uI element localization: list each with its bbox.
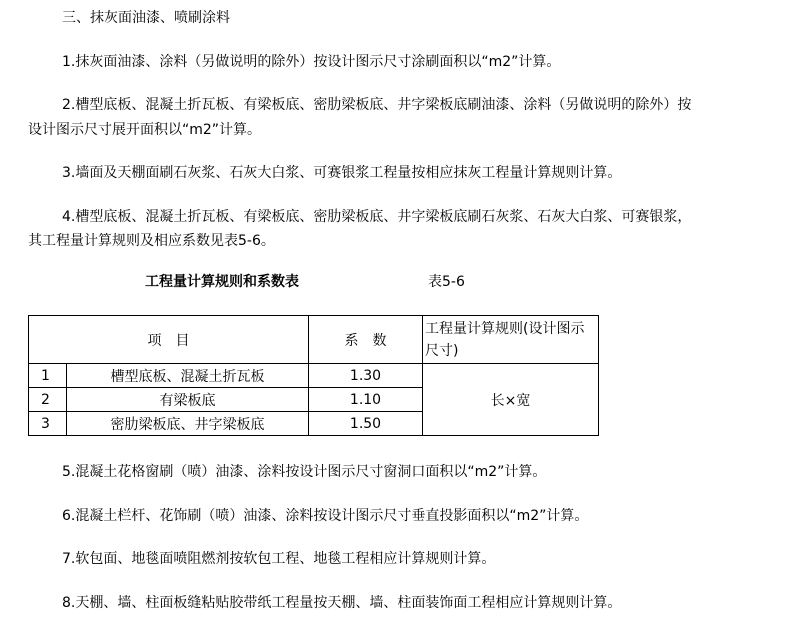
row-coefficient: 1.10 (309, 388, 423, 412)
rule-value: 长×宽 (423, 364, 599, 436)
paragraph-1: 1.抹灰面油漆、涂料（另做说明的除外）按设计图示尺寸涂刷面积以“m2”计算。 (62, 54, 561, 70)
table-number: 表5-6 (428, 274, 465, 290)
paragraph-4-line-1: 4.槽型底板、混凝土折瓦板、有梁板底、密肋梁板底、井字梁板底刷石灰浆、石灰大白浆、可赛银浆， (62, 209, 692, 225)
paragraph-5: 5.混凝土花格窗刷（喷）油漆、涂料按设计图示尺寸窗洞口面积以“m2”计算。 (62, 464, 547, 480)
table-row (29, 364, 599, 388)
table-header-row (29, 316, 599, 364)
coefficient-table (28, 315, 599, 436)
header-rule: 工程量计算规则(设计图示尺寸) (423, 316, 599, 364)
paragraph-3: 3.墙面及天棚面刷石灰浆、石灰大白浆、可赛银浆工程量按相应抹灰工程量计算规则计算。 (62, 165, 622, 181)
table-title: 工程量计算规则和系数表 (145, 274, 299, 290)
paragraph-4-line-2: 其工程量计算规则及相应系数见表5-6。 (28, 233, 275, 249)
paragraph-6: 6.混凝土栏杆、花饰刷（喷）油漆、涂料按设计图示尺寸垂直投影面积以“m2”计算。 (62, 508, 589, 524)
paragraph-8: 8.天棚、墙、柱面板缝粘贴胶带纸工程量按天棚、墙、柱面装饰面工程相应计算规则计算。 (62, 595, 622, 611)
section-heading: 三、抹灰面油漆、喷刷涂料 (62, 10, 230, 26)
row-index: 2 (29, 388, 67, 412)
row-item: 有梁板底 (67, 388, 309, 412)
row-index: 3 (29, 412, 67, 436)
paragraph-7: 7.软包面、地毯面喷阻燃剂按软包工程、地毯工程相应计算规则计算。 (62, 551, 496, 567)
header-item: 项 目 (29, 316, 309, 364)
row-item: 密肋梁板底、井字梁板底 (67, 412, 309, 436)
paragraph-2-line-1: 2.槽型底板、混凝土折瓦板、有梁板底、密肋梁板底、井字梁板底刷油漆、涂料（另做说明的除外）按 (62, 97, 692, 113)
paragraph-2-line-2: 设计图示尺寸展开面积以“m2”计算。 (28, 122, 262, 138)
row-index: 1 (29, 364, 67, 388)
row-item: 槽型底板、混凝土折瓦板 (67, 364, 309, 388)
row-coefficient: 1.50 (309, 412, 423, 436)
header-coefficient: 系 数 (309, 316, 423, 364)
row-coefficient: 1.30 (309, 364, 423, 388)
